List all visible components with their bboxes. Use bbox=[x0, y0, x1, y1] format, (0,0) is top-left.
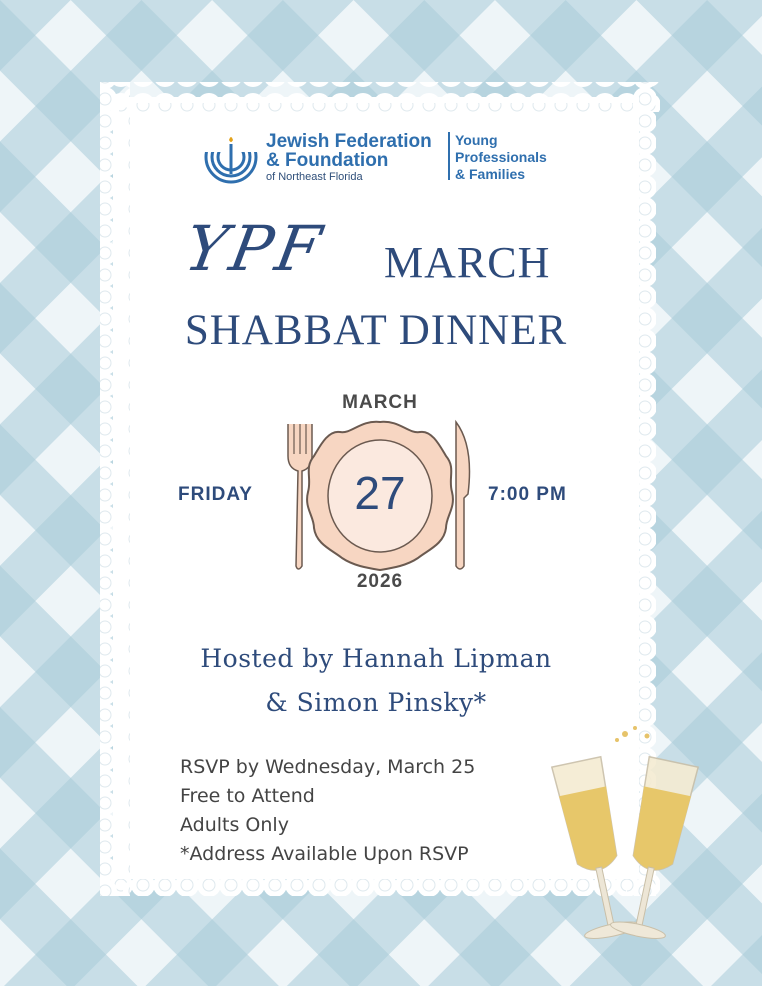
logo-divider bbox=[448, 132, 450, 180]
logo-yp-line1: Young bbox=[455, 132, 498, 148]
event-time: 7:00 PM bbox=[488, 484, 567, 505]
date-month: MARCH bbox=[342, 392, 418, 413]
detail-rsvp: RSVP by Wednesday, March 25 bbox=[180, 756, 476, 778]
logo-yp-text bbox=[455, 132, 547, 183]
logo-line2: & Foundation bbox=[266, 150, 389, 171]
logo-yp-line2: Professionals bbox=[455, 149, 547, 165]
date-day-number: 27 bbox=[354, 467, 406, 519]
detail-address: *Address Available Upon RSVP bbox=[180, 843, 469, 865]
logo-yp-line3: & Families bbox=[455, 166, 526, 182]
detail-free: Free to Attend bbox=[180, 785, 315, 807]
date-day-of-week: FRIDAY bbox=[178, 484, 253, 505]
title-shabbat-dinner: SHABBAT DINNER bbox=[184, 307, 568, 354]
hosts-line1: Hosted by Hannah Lipman bbox=[200, 644, 552, 673]
ypf-script-title: YPF bbox=[179, 212, 331, 285]
detail-adults: Adults Only bbox=[180, 814, 289, 836]
federation-logo bbox=[204, 130, 564, 186]
champagne-glasses-icon bbox=[525, 720, 725, 960]
date-year: 2026 bbox=[356, 571, 404, 592]
hosts-line2: & Simon Pinsky* bbox=[265, 688, 487, 717]
event-details bbox=[180, 753, 475, 869]
menorah-circle-icon bbox=[204, 130, 258, 184]
logo-line3: of Northeast Florida bbox=[266, 171, 363, 183]
logo-line1: Jewish Federation bbox=[266, 131, 432, 152]
title-march: MARCH bbox=[384, 238, 551, 287]
